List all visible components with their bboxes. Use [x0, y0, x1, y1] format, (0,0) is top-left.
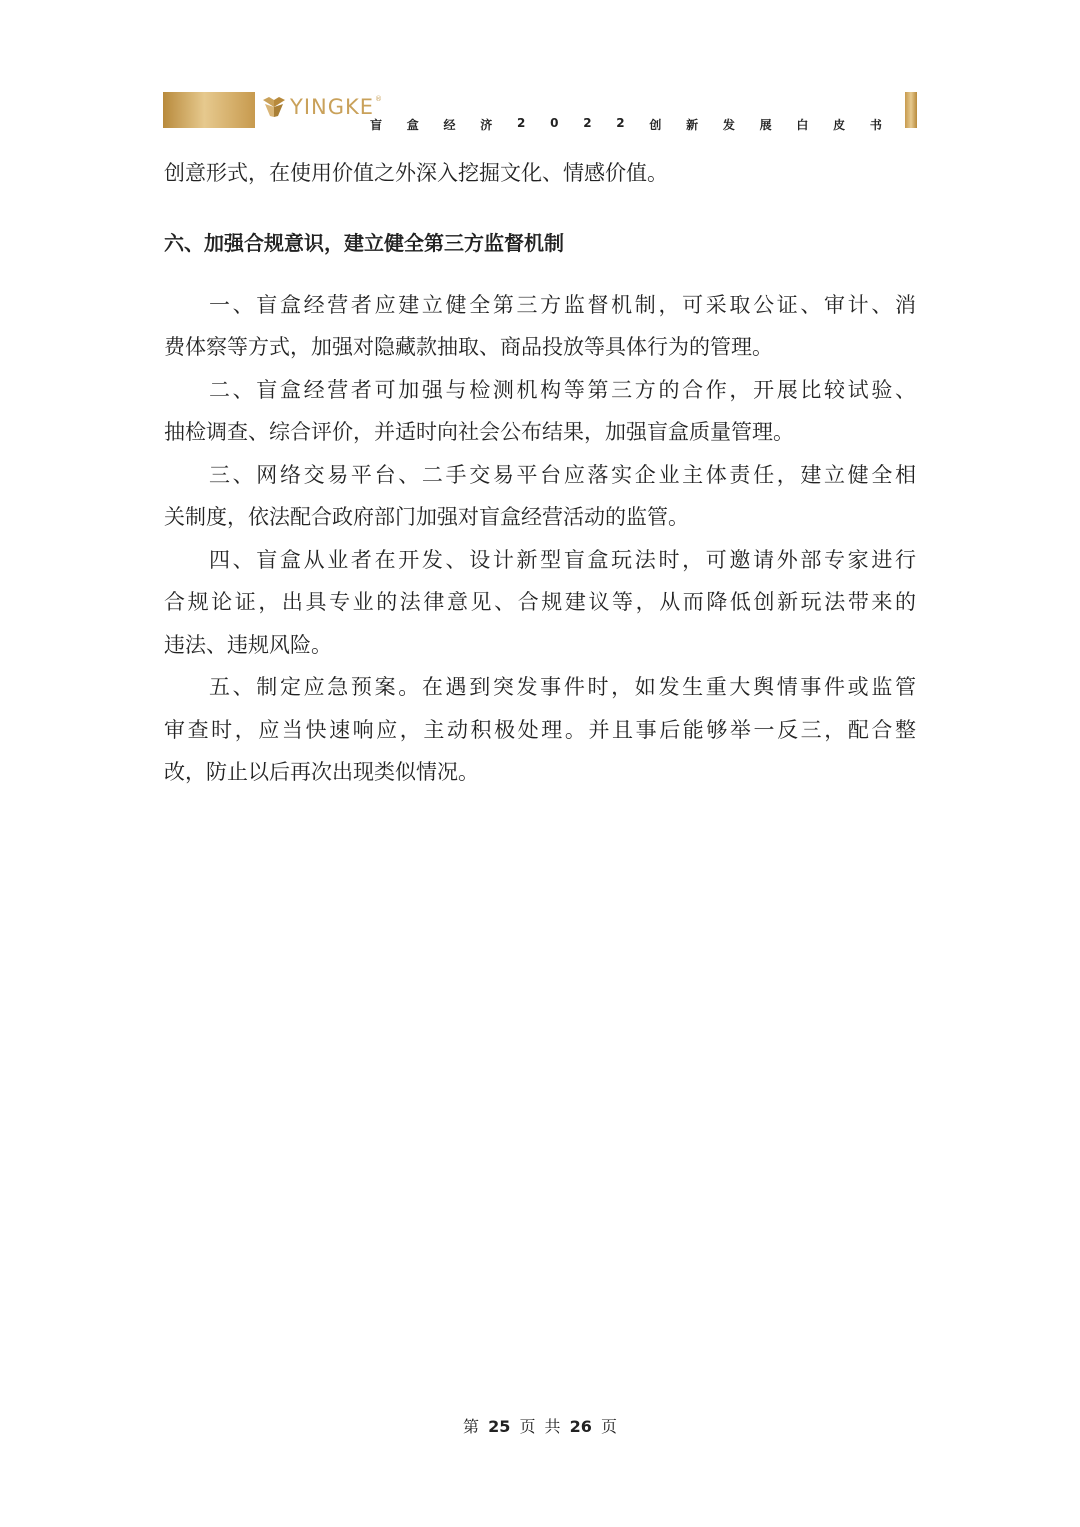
intro-line: 创意形式，在使用价值之外深入挖掘文化、情感价值。: [164, 161, 668, 185]
paragraph: [164, 454, 916, 539]
current-page-number: 25: [488, 1417, 511, 1436]
header-title-char: 白: [796, 118, 809, 132]
header-title-char: 济: [480, 118, 493, 132]
paragraph-line: 三、网络交易平台、二手交易平台应落实企业主体责任，建立健全相: [209, 462, 916, 487]
yingke-logo: [262, 95, 382, 119]
header-title-char: 经: [443, 118, 456, 132]
section-heading: 六、加强合规意识，建立健全第三方监督机制: [164, 230, 564, 255]
footer-prefix: 第: [462, 1417, 479, 1436]
header-gold-bar-right: [905, 92, 917, 128]
paragraph-line: 审查时，应当快速响应，主动积极处理。并且事后能够举一反三，配合整: [164, 717, 916, 742]
header-title-char: 0: [550, 116, 559, 130]
paragraph-line: 抽检调查、综合评价，并适时向社会公布结果，加强盲盒质量管理。: [164, 420, 794, 444]
paragraph: [164, 284, 916, 369]
header-title-char: 新: [686, 118, 699, 132]
header-title: [370, 116, 882, 133]
paragraph-line: 费体察等方式，加强对隐藏款抽取、商品投放等具体行为的管理。: [164, 335, 773, 359]
header-title-char: 盒: [406, 118, 419, 132]
header-title-char: 2: [517, 116, 526, 130]
footer-suffix: 页: [601, 1417, 618, 1436]
header-title-char: 书: [869, 118, 882, 132]
header-gold-bar-left: [163, 92, 255, 128]
page-body: [164, 152, 916, 794]
header-title-char: 发: [722, 118, 735, 132]
paragraph-list: [164, 284, 916, 794]
paragraph: [164, 539, 916, 667]
paragraph-line: 违法、违规风险。: [164, 632, 332, 657]
paragraph-line: 二、盲盒经营者可加强与检测机构等第三方的合作，开展比较试验、: [209, 377, 916, 402]
paragraph-line: 四、盲盒从业者在开发、设计新型盲盒玩法时，可邀请外部专家进行: [209, 547, 916, 572]
paragraph-line: 一、盲盒经营者应建立健全第三方监督机制，可采取公证、审计、消: [209, 292, 916, 317]
paragraph-line: 合规论证，出具专业的法律意见、合规建议等，从而降低创新玩法带来的: [164, 590, 916, 614]
page-number-footer: [0, 1414, 1080, 1437]
header-title-char: 2: [616, 116, 625, 130]
total-page-number: 26: [569, 1417, 592, 1436]
logo-registered-mark: ®: [375, 95, 383, 103]
header-title-char: 创: [649, 118, 662, 132]
paragraph-line: 关制度，依法配合政府部门加强对盲盒经营活动的监管。: [164, 505, 689, 529]
paragraph: [164, 369, 916, 454]
paragraph: [164, 666, 916, 794]
header-title-char: 盲: [370, 118, 383, 132]
header-title-char: 展: [759, 118, 772, 132]
paragraph-line: 改，防止以后再次出现类似情况。: [164, 760, 479, 784]
header-title-char: 皮: [833, 118, 846, 132]
header-title-char: 2: [583, 116, 592, 130]
logo-text: YINGKE: [290, 95, 375, 119]
yingke-logo-icon: [262, 96, 286, 118]
paragraph-line: 五、制定应急预案。在遇到突发事件时，如发生重大舆情事件或监管: [209, 675, 916, 699]
footer-middle: 页 共: [519, 1417, 561, 1436]
